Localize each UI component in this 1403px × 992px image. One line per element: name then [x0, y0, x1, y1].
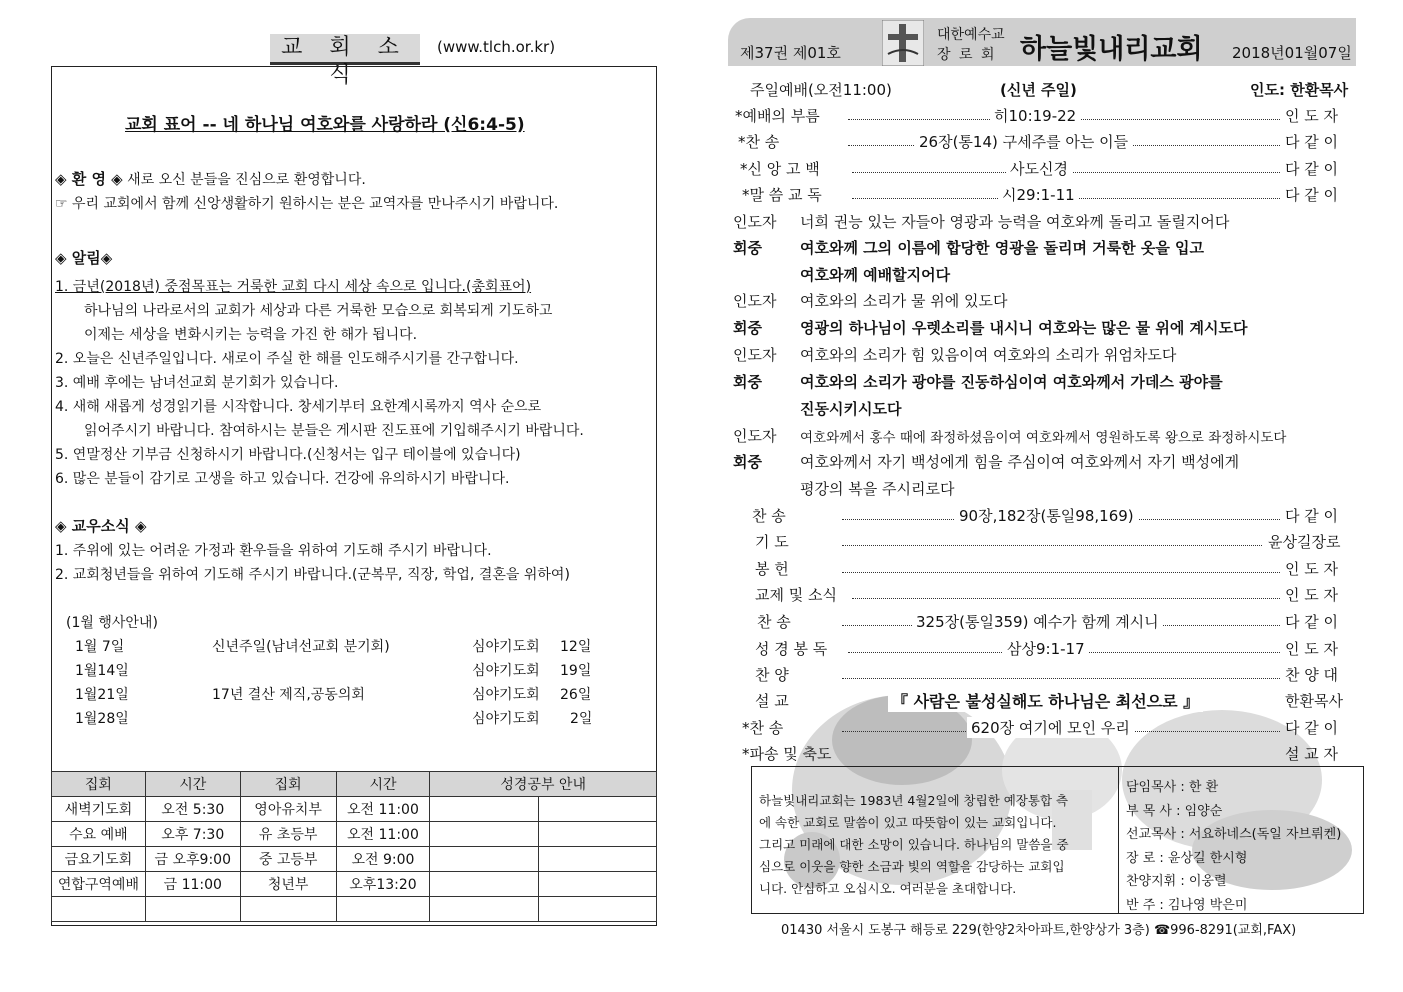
order-who: 인 도 자: [1285, 586, 1339, 604]
about-line: 니다. 안심하고 오십시오. 여러분을 초대합니다.: [759, 881, 1017, 896]
staff-item: 장 로 : 윤상길 한시형: [1126, 850, 1248, 866]
church-motto: 교회 표어 -- 네 하나님 여호와를 사랑하라 (신6:4-5): [125, 115, 525, 135]
event-prayer: 심야기도회: [472, 639, 540, 655]
study-cell: [430, 847, 539, 872]
welcome-line-2: ☞ 우리 교회에서 함께 신앙생활하기 원하시는 분은 교역자를 만나주시기 바랍니다.: [55, 196, 559, 212]
study-cell: [539, 822, 657, 847]
table-cell: 오전 5:30: [145, 797, 240, 822]
table-cell: 중 고등부: [240, 847, 336, 872]
denomination-line2: 장 로 회: [937, 47, 997, 63]
order-who: 다 같 이: [1285, 160, 1339, 178]
order-who: 찬 양 대: [1285, 666, 1339, 684]
order-detail: 620장 여기에 모인 우리: [967, 717, 1134, 738]
order-who: 인 도 자: [1285, 560, 1339, 578]
service-leader: 인도: 한환목사: [1250, 81, 1349, 99]
order-who: 인 도 자: [1285, 107, 1339, 125]
event-day: 2일: [570, 711, 593, 727]
notice-4-cont: 읽어주시기 바랍니다. 참여하시는 분들은 게시판 진도표에 기입해주시기 바랍니다.: [84, 423, 584, 439]
events-heading: (1월 행사안내): [66, 615, 158, 631]
church-address: 01430 서울시 도봉구 해등로 229(한양2차아파트,한양상가 3층) ☎996-8291(교회,FAX): [781, 923, 1297, 938]
schedule-table: [51, 771, 657, 922]
study-cell: [539, 897, 657, 922]
reading-role: 인도자: [733, 427, 777, 445]
order-detail: 90장,182장(통일98,169): [955, 505, 1138, 526]
news-title: 교 회 소 식: [270, 34, 420, 65]
table-header: 집회: [52, 772, 146, 797]
study-cell: [430, 872, 539, 897]
reading-text: 진동시키시도다: [800, 400, 902, 418]
notice-1-cont2: 이제는 세상을 변화시키는 능력을 가진 한 해가 됩니다.: [84, 327, 418, 343]
notice-1-cont: 하나님의 나라로서의 교회가 세상과 다른 거룩한 모습으로 회복되게 기도하고: [84, 303, 553, 319]
prayer-1: 1. 주위에 있는 어려운 가정과 환우들을 위하여 기도해 주시기 바랍니다.: [55, 543, 492, 559]
welcome-heading: ◈ 환 영 ◈: [55, 170, 123, 188]
staff-item: 담임목사 : 한 환: [1126, 780, 1219, 795]
order-label: 봉 헌: [755, 560, 789, 578]
prayer-2: 2. 교회청년들을 위하여 기도해 주시기 바랍니다.(군복무, 직장, 학업, 결혼을 위하여): [55, 567, 570, 583]
reading-role: 인도자: [733, 292, 777, 310]
event-date: 1월21일: [75, 687, 129, 703]
reading-text: 여호와께 그의 이름에 합당한 영광을 돌리며 거룩한 옷을 입고: [800, 239, 1205, 257]
church-name: 하늘빛내리교회: [1020, 34, 1203, 65]
notice-4: 4. 새해 새롭게 성경읽기를 시작합니다. 창세기부터 요한계시록까지 역사 순으로: [55, 399, 542, 415]
church-about: [759, 790, 1069, 900]
about-line: 하늘빛내리교회는 1983년 4월2일에 창립한 예장통합 측: [759, 793, 1069, 808]
reading-role: 회중: [733, 373, 762, 391]
reading-role: 회중: [733, 319, 762, 337]
reading-role: 인도자: [733, 213, 777, 231]
order-label: *파송 및 축도: [742, 745, 832, 763]
order-who: 한환목사: [1285, 692, 1343, 710]
notice-5: 5. 연말정산 기부금 신청하시기 바랍니다.(신청서는 입구 테이블에 있습니다): [55, 447, 521, 463]
table-header-row: [52, 772, 657, 797]
bulletin-date: 2018년01월07일: [1232, 44, 1352, 62]
reading-text: 여호와의 소리가 물 위에 있도다: [800, 292, 1008, 310]
reading-text: 영광의 하나님이 우렛소리를 내시니 여호와는 많은 물 위에 계시도다: [800, 319, 1248, 337]
notice-6: 6. 많은 분들이 감기로 고생을 하고 있습니다. 건강에 유의하시기 바랍니다.: [55, 471, 510, 487]
table-row: [52, 822, 657, 847]
reading-text: 여호와의 소리가 광야를 진동하심이여 여호와께서 가데스 광야를: [800, 373, 1223, 391]
reading-text: 여호와께서 홍수 때에 좌정하셨음이여 여호와께서 영원하도록 왕으로 좌정하시도다: [800, 430, 1287, 446]
order-who: 윤상길장로: [1268, 533, 1341, 551]
about-line: 그리고 미래에 대한 소망이 있습니다. 하나님의 말씀을 중: [759, 837, 1069, 852]
reading-role: 인도자: [733, 346, 777, 364]
reading-text: 여호와의 소리가 힘 있음이여 여호와의 소리가 위엄차도다: [800, 346, 1177, 364]
study-cell: [539, 872, 657, 897]
table-row: [52, 897, 657, 922]
order-who: 다 같 이: [1285, 133, 1339, 151]
table-cell: 영아유치부: [240, 797, 336, 822]
table-cell: [52, 897, 146, 922]
study-cell: [430, 897, 539, 922]
table-cell: 오전 9:00: [336, 847, 430, 872]
reading-role: 회중: [733, 239, 762, 257]
info-divider: [1118, 766, 1119, 914]
table-header: 성경공부 안내: [430, 772, 657, 797]
order-detail: 삼상9:1-17: [1003, 638, 1089, 659]
table-cell: 연합구역예배: [52, 872, 146, 897]
about-line: 에 속한 교회로 말씀이 있고 따뜻함이 있는 교회입니다.: [759, 815, 1057, 830]
table-header: 집회: [240, 772, 336, 797]
table-row: [52, 797, 657, 822]
table-cell: 유 초등부: [240, 822, 336, 847]
staff-item: 반 주 : 김나영 박은미: [1126, 897, 1248, 913]
event-day: 26일: [560, 687, 592, 703]
order-label: 찬 양: [755, 666, 789, 684]
service-time: 주일예배(오전11:00): [750, 81, 892, 99]
order-detail: 26장(통14) 구세주를 아는 이들: [915, 131, 1132, 152]
event-day: 19일: [560, 663, 592, 679]
welcome-text: 새로 오신 분들을 진심으로 환영합니다.: [122, 172, 366, 188]
sunday-name: (신년 주일): [1000, 81, 1077, 99]
notice-1: 1. 금년(2018년) 중점목표는 거룩한 교회 다시 세상 속으로 입니다.(총회표어): [55, 279, 532, 295]
order-who: 다 같 이: [1285, 186, 1339, 204]
table-cell: [240, 897, 336, 922]
website-url[interactable]: (www.tlch.or.kr): [437, 38, 556, 56]
order-detail: 325장(통일359) 예수가 함께 계시니: [912, 611, 1163, 632]
about-line: 심으로 이웃을 향한 소금과 빛의 역할을 감당하는 교회입: [759, 859, 1065, 874]
table-cell: 오후 7:30: [145, 822, 240, 847]
order-label: 성 경 봉 독: [755, 640, 828, 658]
table-row: [52, 872, 657, 897]
event-prayer: 심야기도회: [472, 687, 540, 703]
table-cell: 금요기도회: [52, 847, 146, 872]
notice-heading: ◈ 알림◈: [55, 249, 113, 267]
order-who: 인 도 자: [1285, 640, 1339, 658]
leader-dots: [842, 572, 1280, 573]
table-cell: 오전 11:00: [336, 822, 430, 847]
table-header: 시간: [336, 772, 430, 797]
order-label: 설 교: [755, 692, 789, 710]
study-cell: [430, 797, 539, 822]
order-label: 기 도: [755, 533, 789, 551]
event-date: 1월28일: [75, 711, 129, 727]
event-date: 1월14일: [75, 663, 129, 679]
notice-2: 2. 오늘은 신년주일입니다. 새로이 주실 한 해를 인도해주시기를 간구합니다.: [55, 351, 519, 367]
study-cell: [539, 797, 657, 822]
leader-dots: [842, 678, 1280, 679]
order-label: *찬 송: [742, 719, 784, 737]
order-label: *말 씀 교 독: [742, 186, 822, 204]
staff-list: [1126, 776, 1341, 917]
event-day: 12일: [560, 639, 592, 655]
reading-text: 여호와께 예배할지어다: [800, 266, 951, 284]
order-label: 교제 및 소식: [755, 586, 837, 604]
study-cell: [430, 822, 539, 847]
staff-item: 선교목사 : 서요하네스(독일 자브뤼켄): [1126, 827, 1342, 842]
table-cell: 금 오후9:00: [145, 847, 240, 872]
sermon-title: 『 사람은 불성실해도 하나님은 최선으로 』: [888, 689, 1203, 712]
order-label: *찬 송: [738, 133, 780, 151]
prayer-heading: ◈ 교우소식 ◈: [55, 517, 147, 535]
reading-text: 여호와께서 자기 백성에게 힘을 주심이여 여호와께서 자기 백성에게: [800, 453, 1240, 471]
study-cell: [539, 847, 657, 872]
welcome-line: [55, 168, 366, 189]
order-detail: 시29:1-11: [998, 184, 1079, 205]
event-prayer: 심야기도회: [472, 663, 540, 679]
table-cell: 오전 11:00: [336, 797, 430, 822]
denomination-line1: 대한예수교: [937, 27, 1005, 43]
table-cell: 오후13:20: [336, 872, 430, 897]
staff-item: 부 목 사 : 임양순: [1126, 803, 1223, 819]
order-label: 찬 송: [752, 507, 786, 525]
notice-3: 3. 예배 후에는 남녀선교회 분기회가 있습니다.: [55, 375, 339, 391]
reading-text: 너희 권능 있는 자들아 영광과 능력을 여호와께 돌리고 돌릴지어다: [800, 213, 1230, 231]
table-cell: 청년부: [240, 872, 336, 897]
order-label: *신 앙 고 백: [740, 160, 820, 178]
leader-dots: [852, 598, 1280, 599]
event-name: 신년주일(남녀선교회 분기회): [212, 639, 390, 655]
order-who: 다 같 이: [1285, 613, 1339, 631]
table-cell: [145, 897, 240, 922]
table-cell: 새벽기도회: [52, 797, 146, 822]
table-cell: 수요 예배: [52, 822, 146, 847]
event-date: 1월 7일: [75, 639, 125, 655]
leader-dots: [842, 545, 1262, 546]
table-cell: 금 11:00: [145, 872, 240, 897]
order-who: 다 같 이: [1285, 507, 1339, 525]
order-who: 다 같 이: [1285, 719, 1339, 737]
table-header: 시간: [145, 772, 240, 797]
cross-logo-icon: [882, 20, 924, 66]
event-prayer: 심야기도회: [472, 711, 540, 727]
reading-role: 회중: [733, 453, 762, 471]
order-label: 찬 송: [757, 613, 791, 631]
order-label: *예배의 부름: [735, 107, 820, 125]
staff-item: 찬양지휘 : 이웅렬: [1126, 874, 1227, 889]
reading-text: 평강의 복을 주시리로다: [800, 480, 955, 498]
order-detail: 사도신경: [1006, 158, 1072, 179]
table-cell: [336, 897, 430, 922]
event-name: 17년 결산 제직,공동의회: [212, 687, 365, 703]
order-who: 설 교 자: [1285, 745, 1339, 763]
table-row: [52, 847, 657, 872]
order-detail: 히10:19-22: [990, 105, 1080, 126]
volume-number: 제37권 제01호: [740, 44, 841, 62]
